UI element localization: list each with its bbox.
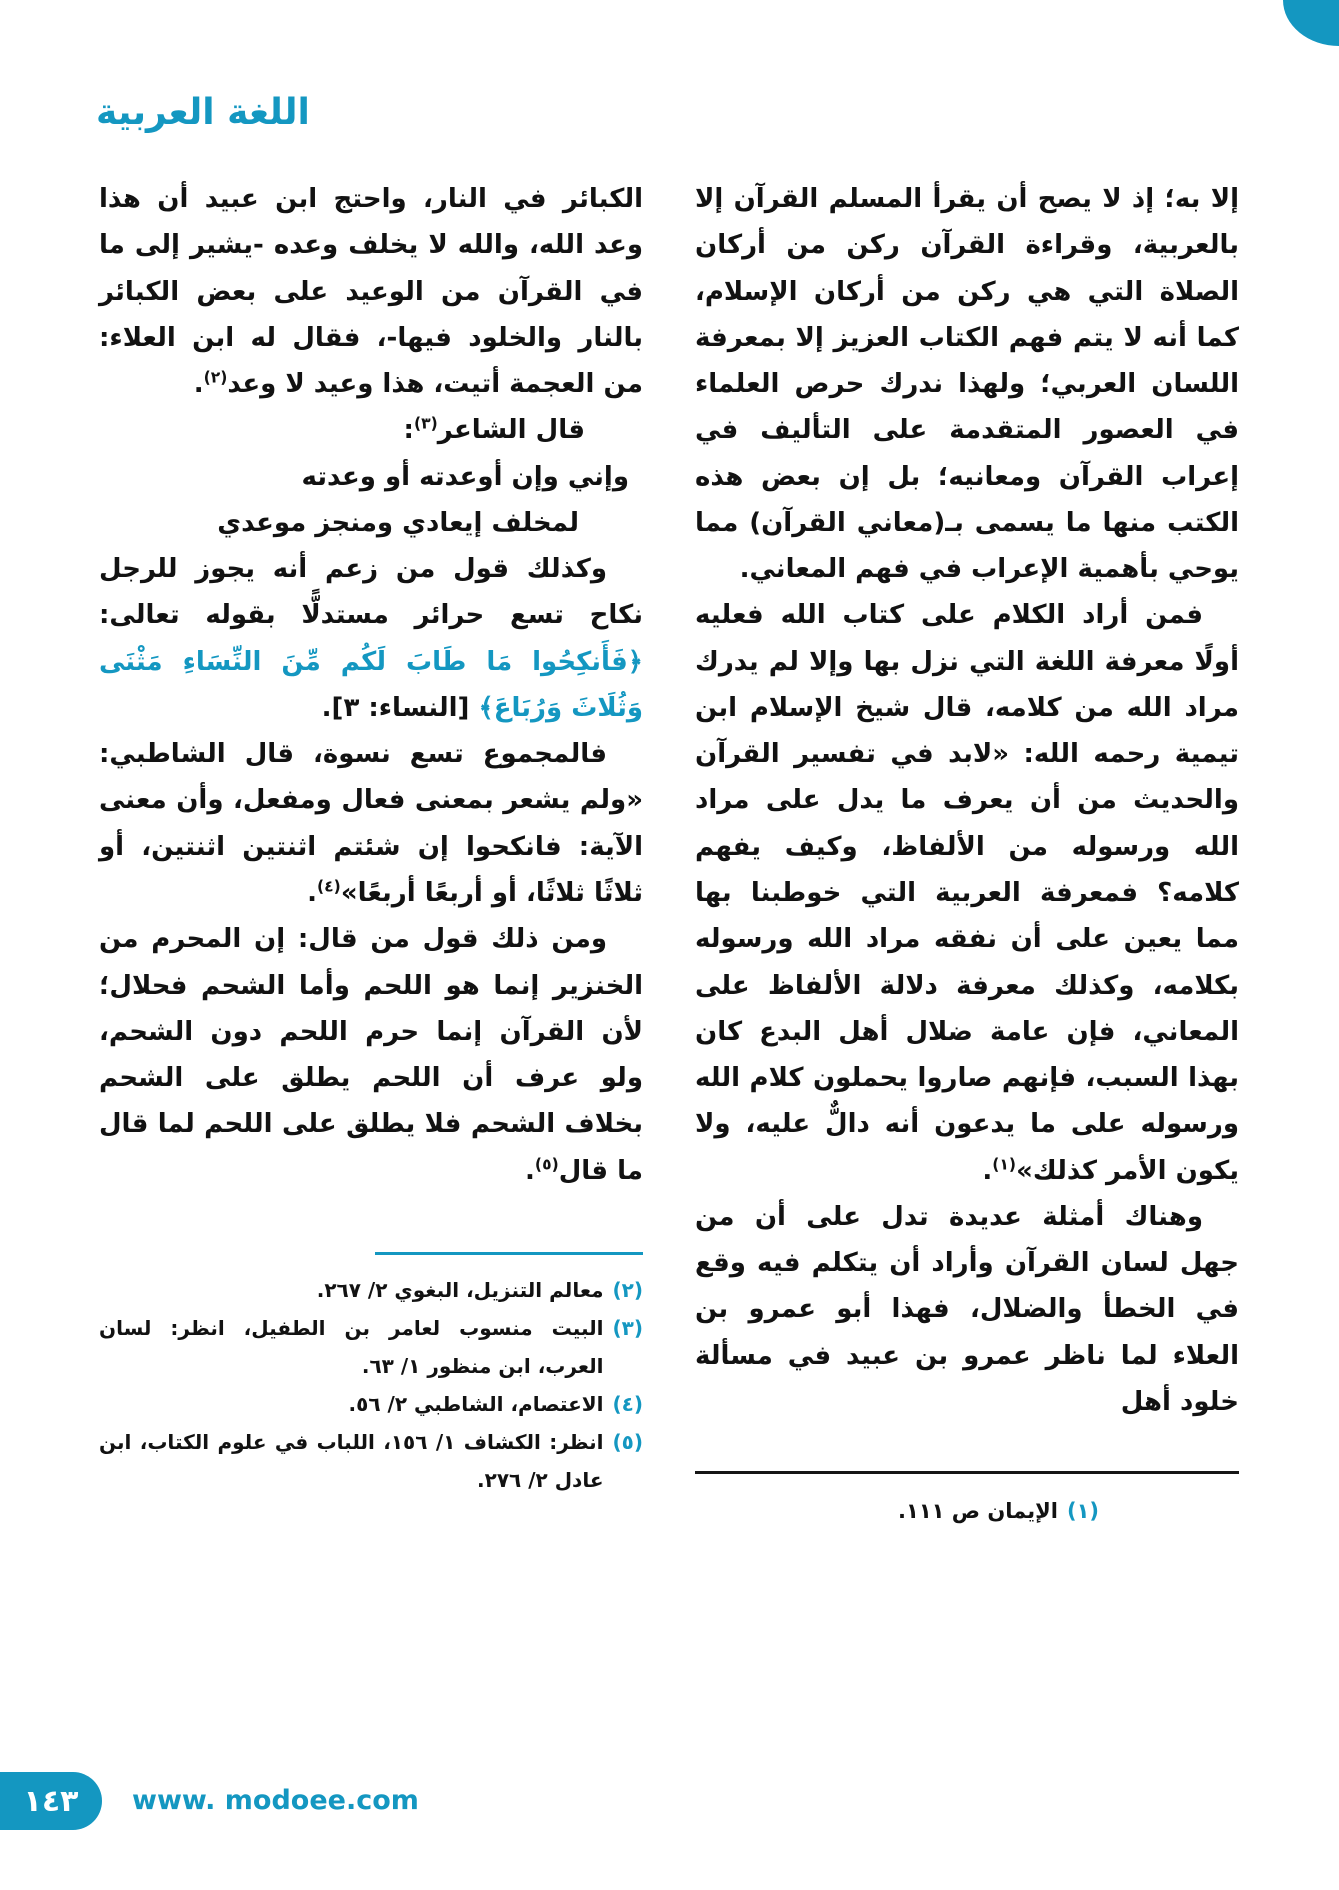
footnote-number: (٢)	[612, 1277, 643, 1302]
para-examples-intro: وهناك أمثلة عديدة تدل على أن من جهل لسان القرآن وأراد أن يتكلم فيه وقع في الخطأ والضلال، فهذا أبو عمرو بن العلاء لما ناظر عمرو بن عبيد في مسألة خلود أهل	[695, 1201, 1239, 1417]
footnote-item	[99, 1309, 643, 1385]
footnote-text: البيت منسوب لعامر بن الطفيل، انظر: لسان العرب، ابن منظور ١/ ٦٣.	[99, 1315, 604, 1378]
paragraph-tail: .	[982, 1155, 993, 1186]
right-footnotes	[695, 1492, 1239, 1532]
para-kabair-debate	[99, 176, 643, 407]
page-number-badge: ١٤٣	[0, 1772, 102, 1830]
right-column	[695, 176, 1239, 1532]
content-columns	[99, 176, 1239, 1532]
paragraph-text: قال الشاعر	[437, 415, 585, 446]
footnote-item	[99, 1271, 643, 1309]
paragraph-text: فمن أراد الكلام على كتاب الله فعليه أولًا معرفة اللغة التي نزل بها وإلا لم يدرك مراد الله من كلامه، قال شيخ الإسلام ابن تيمية رحمه الله: «لابد في تفسير القرآن والحديث من أن يعرف ما يدل على مراد الله ورسوله من الألفاظ، وكيف يفهم كلامه؟ فمعرفة العربية التي خوطبنا بها مما يعين على أن نفقه مراد الله ورسوله بكلامه، وكذلك معرفة دلالة الألفاظ على المعاني، فإن عامة ضلال أهل البدع كان بهذا السبب، فإنهم صاروا يحملون كلام الله ورسوله على ما يدعون أنه دالٌّ عليه، ولا يكون الأمر كذلك»	[695, 600, 1239, 1186]
footnote-separator-left	[375, 1252, 643, 1255]
para-shatibi-quote	[99, 731, 643, 916]
footnote-ref-3: (٣)	[413, 414, 438, 433]
footnote-number: (٤)	[612, 1391, 643, 1416]
footnote-text: الإيمان ص ١١١.	[898, 1499, 1058, 1524]
footnote-ref-2: (٢)	[203, 368, 228, 387]
para-pork-fat	[99, 916, 643, 1194]
para-ibn-taymiyyah-quote	[695, 592, 1239, 1193]
footnote-ref-1: (١)	[992, 1154, 1017, 1173]
para-quran-arabic: إلا به؛ إذ لا يصح أن يقرأ المسلم القرآن إلا بالعربية، وقراءة القرآن ركن من أركان الصلاة التي هي ركن من أركان الإسلام، كما أنه لا يتم فهم الكتاب العزيز إلا بمعرفة اللسان العربي؛ ولهذا ندرك حرص العلماء في العصور المتقدمة على التأليف في إعراب القرآن ومعانيه؛ بل إن بعض هذه الكتب منها ما يسمى بـ(معاني القرآن) مما يوحي بأهمية الإعراب في فهم المعاني.	[695, 184, 1239, 585]
footnote-ref-4: (٤)	[317, 877, 341, 896]
paragraph-tail: .	[307, 877, 317, 908]
paragraph-tail: .	[193, 369, 204, 400]
quran-verse: ﴿فَأَنكِحُوا مَا طَابَ لَكُم مِّنَ النِّسَاءِ مَثْنَى وَثُلَاثَ وَرُبَاعَ﴾	[99, 646, 643, 723]
poetry-line-1: وإني وإن أوعدته أو وعدته	[301, 461, 629, 492]
paragraph-text: فالمجموع تسع نسوة، قال الشاطبي: «ولم يشعر بمعنى فعال ومفعل، وأن معنى الآية: فانكحوا إن شئتم اثنتين اثنتين، أو ثلاثًا ثلاثًا، أو أربعًا أربعًا»	[99, 739, 643, 908]
footnote-text: معالم التنزيل، البغوي ٢/ ٢٦٧.	[316, 1277, 604, 1302]
footnote-item	[695, 1492, 1099, 1532]
para-poet-intro	[99, 407, 643, 453]
paragraph-tail: .	[525, 1155, 535, 1186]
paragraph-text: ومن ذلك قول من قال: إن المحرم من الخنزير إنما هو اللحم وأما الشحم فحلال؛ لأن القرآن إنما حرم اللحم دون الشحم، ولو عرف أن اللحم يطلق على الشحم بخلاف الشحم فلا يطلق على اللحم لما قال ما قال	[99, 924, 643, 1186]
footnote-number: (١)	[1066, 1499, 1099, 1524]
verse-citation: [النساء: ٣].	[321, 692, 479, 723]
left-column	[99, 176, 643, 1532]
corner-decoration	[1283, 0, 1339, 46]
footnote-text: انظر: الكشاف ١/ ١٥٦، اللباب في علوم الكتاب، ابن عادل ٢/ ٢٧٦.	[99, 1429, 604, 1492]
footnote-item	[99, 1385, 643, 1423]
magazine-logo: اللغة العربية	[96, 92, 310, 133]
paragraph-text: وكذلك قول من زعم أنه يجوز للرجل نكاح تسع حرائر مستدلًّا بقوله تعالى:	[99, 554, 643, 631]
footnote-number: (٣)	[612, 1315, 643, 1340]
paragraph-tail: :	[403, 415, 414, 446]
footnote-number: (٥)	[612, 1429, 643, 1454]
footnote-separator-right	[695, 1471, 1239, 1474]
footnote-text: الاعتصام، الشاطبي ٢/ ٥٦.	[348, 1391, 604, 1416]
poetry-line-2: لمخلف إيعادي ومنجز موعدي	[217, 507, 579, 538]
paragraph-text: الكبائر في النار، واحتج ابن عبيد أن هذا وعد الله، والله لا يخلف وعده -يشير إلى ما في القرآن من الوعيد على بعض الكبائر بالنار والخلود فيها-، فقال له ابن العلاء: من العجمة أتيت، هذا وعيد لا وعد	[99, 184, 643, 400]
website-link[interactable]: www. modoee.com	[132, 1785, 419, 1816]
footnote-item	[99, 1423, 643, 1499]
para-nikah-claim	[99, 546, 643, 731]
footnote-ref-5: (٥)	[534, 1154, 559, 1173]
left-footnotes	[99, 1271, 643, 1499]
